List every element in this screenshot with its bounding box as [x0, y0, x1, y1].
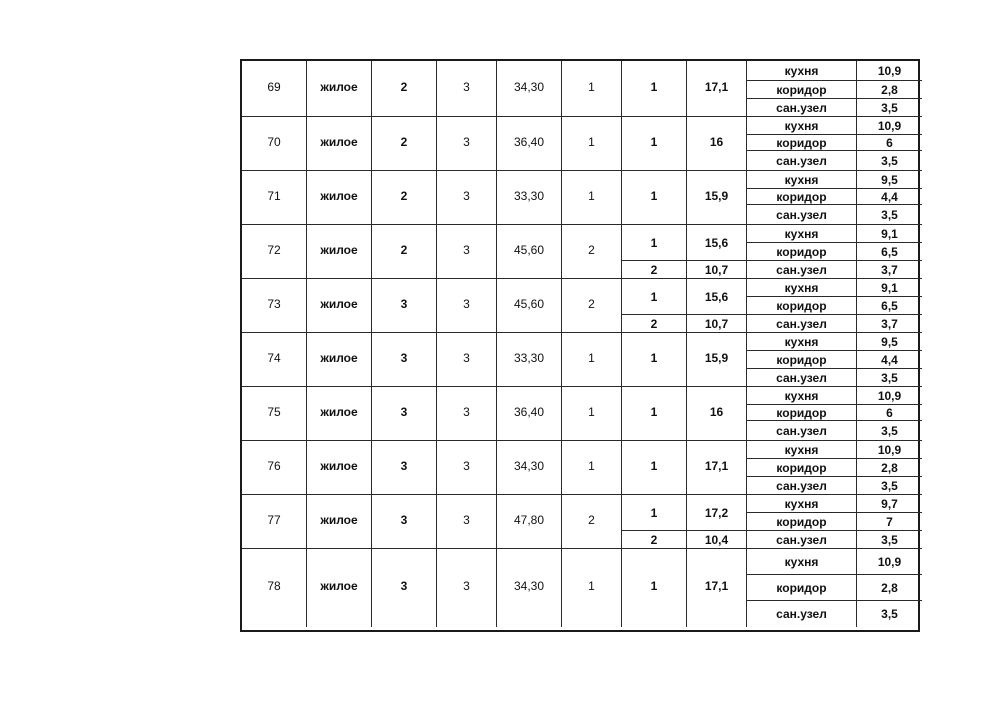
- floor-number: 2: [372, 171, 437, 225]
- aux-room-area: 3,5: [857, 151, 922, 171]
- premise-type: жилое: [307, 333, 372, 387]
- room-area: 16: [687, 117, 747, 171]
- aux-room-area: 3,5: [881, 607, 898, 621]
- room-number: 1: [622, 117, 687, 171]
- rooms-count: 2: [562, 225, 622, 279]
- aux-room-name: кухня: [747, 279, 857, 297]
- aux-room-name: коридор: [747, 189, 857, 205]
- aux-room-name: сан.узел: [747, 261, 857, 279]
- rooms-count: 1: [562, 333, 622, 387]
- premise-type: жилое: [307, 61, 372, 117]
- apartment-number: 77: [242, 495, 307, 549]
- aux-room-name: коридор: [747, 243, 857, 261]
- room-area: 15,9: [687, 171, 747, 225]
- aux-room-name: коридор: [747, 513, 857, 531]
- aux-room-area: 3,5: [857, 477, 922, 495]
- aux-room-area: 2,8: [857, 81, 922, 99]
- aux-room-name: коридор: [747, 351, 857, 369]
- apartment-number: 70: [242, 117, 307, 171]
- aux-room-area: 6: [857, 405, 922, 421]
- total-area: 34,30: [497, 61, 562, 117]
- room-number: 1: [622, 387, 687, 441]
- apartment-number: 73: [242, 279, 307, 333]
- total-area: 45,60: [497, 279, 562, 333]
- floor-number: 2: [372, 225, 437, 279]
- aux-room-area: 7: [857, 513, 922, 531]
- room-area: 17,1: [687, 61, 747, 117]
- rooms-count: 2: [562, 495, 622, 549]
- aux-room-area: 9,5: [857, 171, 922, 189]
- room-number: 1: [622, 225, 687, 261]
- column-value: 3: [437, 61, 497, 117]
- aux-room-area: 9,7: [857, 495, 922, 513]
- aux-room-area: 3,5: [857, 369, 922, 387]
- column-value: 3: [437, 225, 497, 279]
- aux-room-name: сан.узел: [747, 601, 857, 627]
- aux-room-area: 10,9: [857, 117, 922, 135]
- aux-room-area: 10,9: [857, 441, 922, 459]
- room-area: 15,9: [687, 333, 747, 387]
- column-value: 3: [437, 333, 497, 387]
- aux-room-name: кухня: [747, 387, 857, 405]
- floor-number: 3: [372, 549, 437, 627]
- room-area: 17,1: [687, 549, 747, 627]
- aux-room-name: сан.узел: [747, 477, 857, 495]
- aux-room-name: коридор: [747, 405, 857, 421]
- rooms-count: 1: [562, 441, 622, 495]
- room-area: 10,7: [687, 261, 747, 279]
- aux-room-area: 10,9: [857, 549, 922, 575]
- aux-room-name: сан.узел: [747, 369, 857, 387]
- premise-type: жилое: [307, 171, 372, 225]
- aux-room-area: 3,7: [857, 261, 922, 279]
- room-number: 2: [622, 315, 687, 333]
- aux-room-area: 4,4: [857, 189, 922, 205]
- aux-room-name: кухня: [747, 549, 857, 575]
- room-number: 1: [622, 171, 687, 225]
- aux-room-area: 10,9: [857, 61, 922, 81]
- room-area: 15,6: [687, 279, 747, 315]
- premise-type: жилое: [307, 549, 372, 627]
- rooms-count: 1: [562, 61, 622, 117]
- apartment-number: 76: [242, 441, 307, 495]
- room-area: 15,6: [687, 225, 747, 261]
- rooms-count: 1: [562, 171, 622, 225]
- apartment-number: 69: [242, 61, 307, 117]
- column-value: 3: [437, 171, 497, 225]
- column-value: 3: [437, 441, 497, 495]
- aux-room-area: 2,8: [857, 575, 922, 601]
- rooms-count: 1: [562, 387, 622, 441]
- room-number: 1: [622, 279, 687, 315]
- aux-room-name: коридор: [747, 297, 857, 315]
- room-number: 2: [622, 531, 687, 549]
- premise-type: жилое: [307, 387, 372, 441]
- floor-number: 3: [372, 333, 437, 387]
- aux-room-name: сан.узел: [747, 315, 857, 333]
- aux-room-name: сан.узел: [747, 99, 857, 117]
- apartment-number: 78: [242, 549, 307, 627]
- aux-room-area: 6,5: [857, 297, 922, 315]
- aux-room-area: 9,5: [857, 333, 922, 351]
- aux-room-area: 10,9: [857, 387, 922, 405]
- aux-room-name: сан.узел: [747, 151, 857, 171]
- floor-number: 3: [372, 441, 437, 495]
- aux-room-name: кухня: [747, 117, 857, 135]
- room-number: 1: [622, 441, 687, 495]
- total-area: 33,30: [497, 171, 562, 225]
- room-number: 2: [622, 261, 687, 279]
- column-value: 3: [437, 549, 497, 627]
- premise-type: жилое: [307, 441, 372, 495]
- column-value: 3: [437, 495, 497, 549]
- apartment-number: 74: [242, 333, 307, 387]
- total-area: 33,30: [497, 333, 562, 387]
- room-area: 10,7: [687, 315, 747, 333]
- aux-room-name: кухня: [747, 171, 857, 189]
- total-area: 45,60: [497, 225, 562, 279]
- apartment-number: 75: [242, 387, 307, 441]
- aux-room-area: 2,8: [857, 459, 922, 477]
- rooms-count: 1: [562, 549, 622, 627]
- aux-room-name: кухня: [747, 495, 857, 513]
- rooms-count: 1: [562, 117, 622, 171]
- room-number: 1: [622, 333, 687, 387]
- total-area: 47,80: [497, 495, 562, 549]
- room-number: 1: [622, 61, 687, 117]
- aux-room-area: 3,7: [857, 315, 922, 333]
- total-area: 36,40: [497, 387, 562, 441]
- apartment-table: [240, 59, 920, 632]
- total-area: 36,40: [497, 117, 562, 171]
- apartment-number: 72: [242, 225, 307, 279]
- total-area: 34,30: [497, 441, 562, 495]
- aux-room-name: коридор: [747, 459, 857, 477]
- column-value: 3: [437, 279, 497, 333]
- aux-room-area: 6: [857, 135, 922, 151]
- room-area: 16: [687, 387, 747, 441]
- aux-room-area: 3,5: [857, 421, 922, 441]
- floor-number: 3: [372, 387, 437, 441]
- aux-room-name: сан.узел: [747, 531, 857, 549]
- aux-room-area: 6,5: [857, 243, 922, 261]
- premise-type: жилое: [307, 225, 372, 279]
- column-value: 3: [437, 387, 497, 441]
- aux-room-name: коридор: [747, 575, 857, 601]
- aux-room-area: 9,1: [857, 279, 922, 297]
- premise-type: жилое: [307, 279, 372, 333]
- aux-room-name: коридор: [747, 135, 857, 151]
- aux-room-area: 3,5: [857, 205, 922, 225]
- floor-number: 3: [372, 495, 437, 549]
- column-value: 3: [437, 117, 497, 171]
- premise-type: жилое: [307, 117, 372, 171]
- room-number: 1: [622, 495, 687, 531]
- floor-number: 2: [372, 117, 437, 171]
- room-area: 17,1: [687, 441, 747, 495]
- total-area: 34,30: [497, 549, 562, 627]
- aux-room-area: 9,1: [857, 225, 922, 243]
- aux-room-name: кухня: [747, 61, 857, 81]
- aux-room-name: сан.узел: [747, 421, 857, 441]
- floor-number: 2: [372, 61, 437, 117]
- floor-number: 3: [372, 279, 437, 333]
- aux-room-area: 3,5: [857, 531, 922, 549]
- aux-room-name: сан.узел: [747, 205, 857, 225]
- aux-room-name: кухня: [747, 225, 857, 243]
- aux-room-area: 3,5: [857, 99, 922, 117]
- room-area: 10,4: [687, 531, 747, 549]
- aux-room-name: кухня: [747, 441, 857, 459]
- room-area: 17,2: [687, 495, 747, 531]
- premise-type: жилое: [307, 495, 372, 549]
- apartment-number: 71: [242, 171, 307, 225]
- aux-room-area: 4,4: [857, 351, 922, 369]
- room-number: 1: [622, 549, 687, 627]
- rooms-count: 2: [562, 279, 622, 333]
- aux-room-name: коридор: [747, 81, 857, 99]
- aux-room-name: кухня: [747, 333, 857, 351]
